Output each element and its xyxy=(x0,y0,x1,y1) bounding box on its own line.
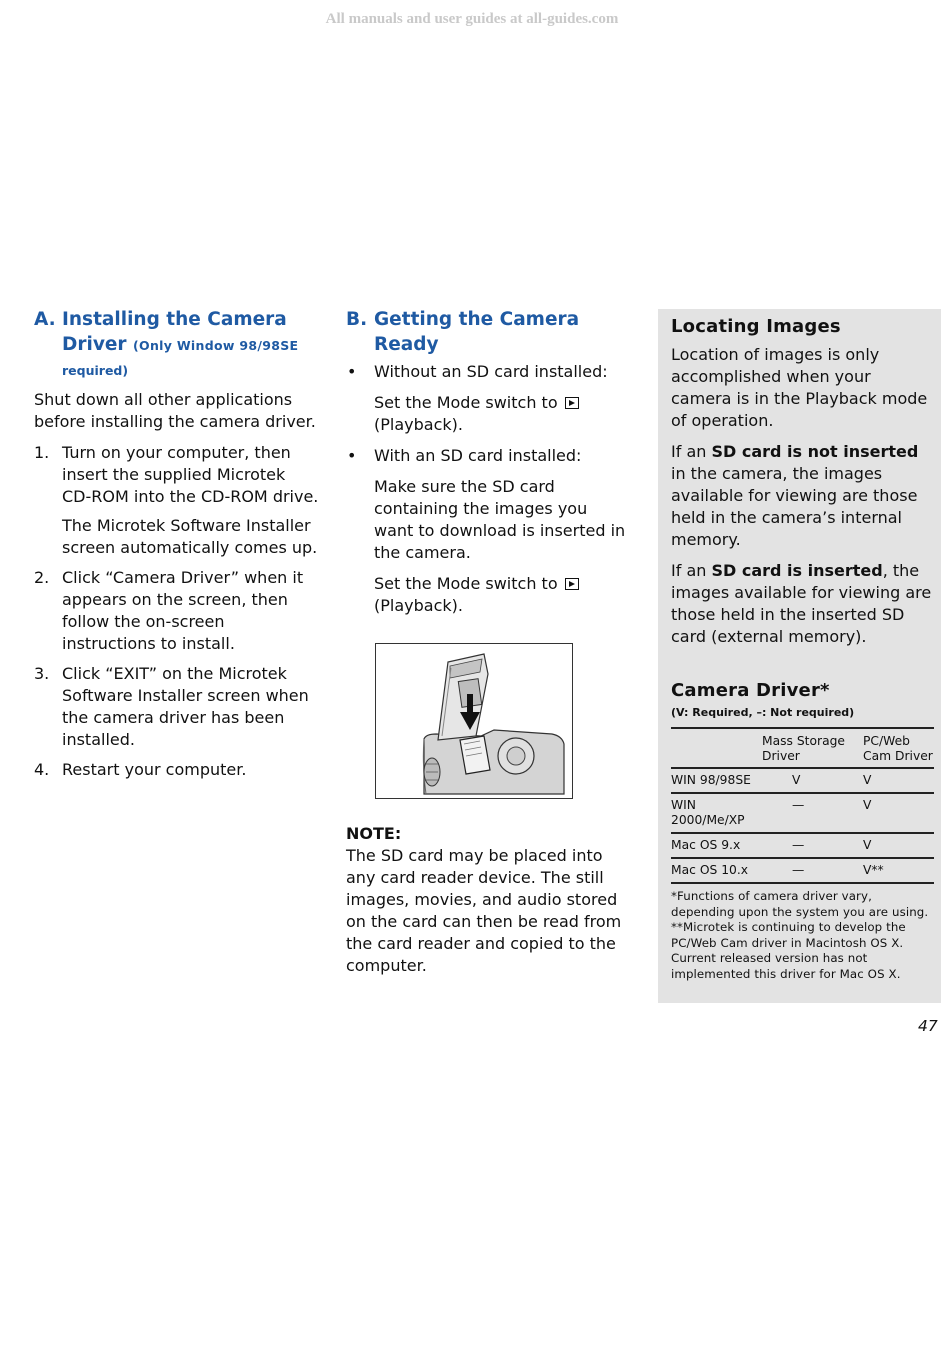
step-number: 4. xyxy=(34,760,50,779)
note-label: NOTE: xyxy=(346,824,402,843)
section-letter: A. xyxy=(34,309,56,330)
list-item xyxy=(34,663,319,751)
info-sidebar xyxy=(658,309,941,1003)
step-number: 1. xyxy=(34,443,50,462)
table-cell: V xyxy=(762,768,863,793)
instruction-text: (Playback). xyxy=(374,415,463,434)
camera-sd-card-illustration xyxy=(375,643,573,799)
footnote: *Functions of camera driver vary, depending upon the system you are using. xyxy=(671,889,929,919)
table-cell: — xyxy=(762,793,863,833)
table-cell: — xyxy=(762,858,863,883)
instruction-text: Set the Mode switch to xyxy=(374,393,558,412)
section-title: Installing the Camera xyxy=(62,309,287,330)
watermark: All manuals and user guides at all-guides.com xyxy=(325,11,619,27)
list-item xyxy=(34,567,319,655)
step-text: Click “Camera Driver” when it appears on the screen, then follow the on-screen instructions to install. xyxy=(62,568,304,653)
table-cell: Mac OS 9.x xyxy=(671,833,762,858)
bullet-subtext: Make sure the SD card containing the images you want to download is inserted in the camera. xyxy=(374,477,626,562)
table-cell: V** xyxy=(863,858,934,883)
step-subtext: The Microtek Software Installer screen automatically comes up. xyxy=(62,516,318,557)
note-text: The SD card may be placed into any card reader device. The still images, movies, and audio stored on the card can then be read from the card reader and copied to the computer. xyxy=(346,846,622,975)
table-header xyxy=(671,728,762,768)
section-a xyxy=(34,306,319,789)
locating-paragraph: Location of images is only accomplished when your camera is in the Playback mode of operation. xyxy=(671,345,928,430)
footnote: **Microtek is continuing to develop the PC/Web Cam driver in Macintosh OS X. Current released version has not implemented this driver for Mac OS X. xyxy=(671,920,906,981)
list-item xyxy=(34,759,319,781)
bullet-subtext xyxy=(374,573,631,617)
list-item xyxy=(346,445,631,617)
bullet-icon: • xyxy=(347,446,357,465)
bullet-subtext xyxy=(374,392,631,436)
section-title-note: required) xyxy=(62,363,129,378)
intro-paragraph: Shut down all other applications before installing the camera driver. xyxy=(34,390,316,431)
table-cell: WIN 98/98SE xyxy=(671,768,762,793)
table-cell: WIN 2000/Me/XP xyxy=(671,793,762,833)
table-header: Mass Storage Driver xyxy=(762,728,863,768)
step-text: Click “EXIT” on the Microtek Software Installer screen when the camera driver has been installed. xyxy=(62,664,309,749)
step-number: 3. xyxy=(34,664,50,683)
page-number: 47 xyxy=(918,1017,938,1035)
bullet-icon: • xyxy=(347,362,357,381)
section-title-note: (Only Window 98/98SE xyxy=(133,338,299,353)
driver-table xyxy=(671,727,934,884)
instruction-text: (Playback). xyxy=(374,596,463,615)
paragraph-text: , the images available for viewing are those held in the inserted SD card (external memory). xyxy=(671,561,932,646)
section-title: Getting the Camera xyxy=(374,309,580,330)
step-text: Restart your computer. xyxy=(62,760,247,779)
section-b xyxy=(346,306,631,977)
section-title: Ready xyxy=(374,334,439,355)
section-b-heading xyxy=(346,307,631,357)
camera-driver-title: Camera Driver* xyxy=(671,680,830,701)
setup-bullets xyxy=(346,361,631,617)
list-item xyxy=(34,442,319,559)
playback-icon xyxy=(565,397,579,409)
table-header: PC/Web Cam Driver xyxy=(863,728,934,768)
sd-not-inserted-paragraph xyxy=(671,441,933,551)
section-a-heading xyxy=(34,307,319,384)
paragraph-text: in the camera, the images available for viewing are those held in the camera’s internal memory. xyxy=(671,464,918,549)
table-cell: V xyxy=(863,768,934,793)
sd-inserted-paragraph xyxy=(671,560,933,648)
bullet-text: With an SD card installed: xyxy=(374,446,582,465)
bullet-text: Without an SD card installed: xyxy=(374,362,608,381)
table-row xyxy=(671,768,934,793)
step-text: Turn on your computer, then insert the supplied Microtek CD-ROM into the CD-ROM drive. xyxy=(62,443,319,506)
table-cell: V xyxy=(863,833,934,858)
emphasis-text: SD card is not inserted xyxy=(711,442,919,461)
table-row xyxy=(671,793,934,833)
driver-legend: (V: Required, –: Not required) xyxy=(671,706,855,719)
instruction-text: Set the Mode switch to xyxy=(374,574,558,593)
table-row xyxy=(671,833,934,858)
camera-illustration xyxy=(376,644,572,798)
install-steps xyxy=(34,442,319,781)
table-cell: — xyxy=(762,833,863,858)
paragraph-text: If an xyxy=(671,442,712,461)
locating-images-title: Locating Images xyxy=(671,316,841,337)
section-letter: B. xyxy=(346,309,368,330)
table-row xyxy=(671,858,934,883)
emphasis-text: SD card is inserted xyxy=(711,561,883,580)
table-header-row xyxy=(671,728,934,768)
playback-icon xyxy=(565,578,579,590)
section-title: Driver xyxy=(62,334,127,355)
step-number: 2. xyxy=(34,568,50,587)
paragraph-text: If an xyxy=(671,561,712,580)
list-item xyxy=(346,361,631,436)
table-cell: V xyxy=(863,793,934,833)
table-cell: Mac OS 10.x xyxy=(671,858,762,883)
